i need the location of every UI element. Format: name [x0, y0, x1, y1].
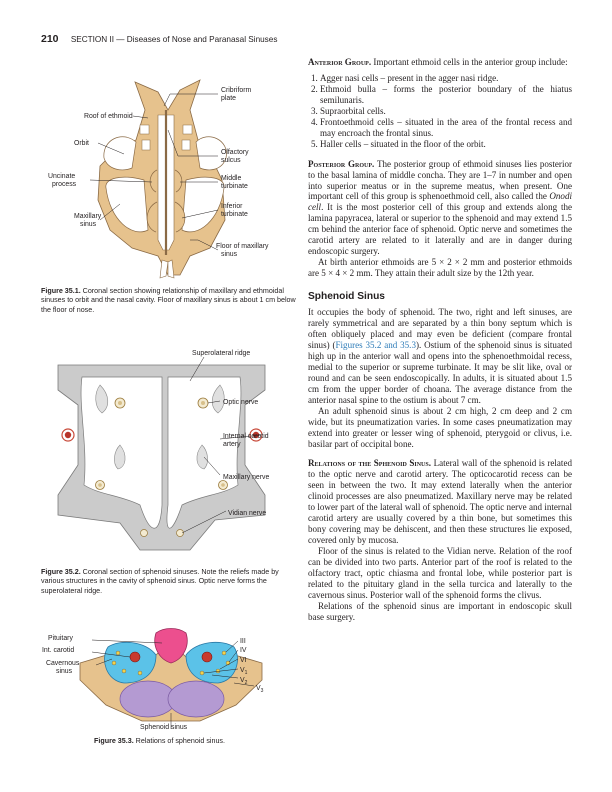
caption-text: Coronal section of sphenoid sinuses. Note the reliefs made by various structures in the cavity of sphenoid sinus. Optic nerve forms the superolateral ridge.: [41, 568, 279, 595]
caption-label: Figure 35.3.: [94, 737, 134, 745]
label-olfactory-sulcus-1: Olfactory: [221, 149, 249, 156]
label-middle-turbinate-1: Middle: [221, 175, 242, 182]
label-optic-nerve: Optic nerve: [223, 399, 259, 406]
caption-label: Figure 35.1.: [41, 287, 81, 295]
sphenoid-paragraph-1: It occupies the body of sphenoid. The two, right and left sinuses, are rarely symmetrical and are separated by a thin bony septum which is often obliquely placed and may even be deficient (compare frontal sinus) (Figures 35.2 and 35.3). Ostium of the sphenoid sinus is situated high up in the anterior wall and opens into the sphenoethmoidal recess, medial to the superior or supreme turbinate. It may be slit like, oval or round and can be seen endoscopically. In adults, it is situated about 1.5 cm from the upper border of choana. The average distance from the anterior nasal spine to the ostium is about 7 cm.: [308, 307, 573, 405]
label-maxillary-nerve: Maxillary nerve: [223, 474, 270, 481]
sphenoid-paragraph-2: An adult sphenoid sinus is about 2 cm high, 2 cm deep and 2 cm wide, but its pneumatization varies. In some cases pneumatization may extend into greater or lesser wing of sphenoid, pterygoid or clivus, i.e. basilar part of occipital bone.: [308, 405, 572, 449]
label-internal-carotid-1: Internal carotid: [223, 433, 269, 440]
label-nerve-v3: $V_3$: [256, 685, 264, 694]
label-superolateral-ridge: Superolateral ridge: [192, 350, 251, 357]
label-internal-carotid-2: artery: [223, 441, 241, 448]
caption-figure-35-3: [94, 737, 304, 746]
sphenoid-sinus-heading: Sphenoid Sinus: [308, 291, 385, 303]
label-cavernous-1: Cavernous: [46, 660, 80, 667]
caption-figure-35-2: [41, 568, 299, 596]
caption-figure-35-1: [41, 287, 299, 315]
label-cavernous-2: sinus: [56, 668, 73, 675]
anterior-cells-list: [308, 73, 572, 150]
label-floor-maxillary-2: sinus: [221, 251, 238, 258]
page-number: 210: [41, 33, 59, 45]
label-inferior-turbinate-1: Inferior: [221, 203, 243, 210]
caption-label: Figure 35.2.: [41, 568, 81, 576]
label-uncinate-process-2: process: [52, 181, 77, 188]
relations-paragraph-3: Relations of the sphenoid sinus are important in endoscopic skull base surgery.: [308, 600, 572, 622]
relations-heading: Relations of the Sphenoid Sinus.: [308, 458, 431, 469]
label-inferior-turbinate-2: turbinate: [221, 211, 248, 218]
label-pituitary: Pituitary: [48, 635, 73, 642]
label-cribriform-plate-2: plate: [221, 95, 236, 102]
right-column: [308, 57, 572, 623]
label-sphenoid-sinus: Sphenoid sinus: [140, 724, 188, 731]
label-cribriform-plate-1: Cribriform: [221, 87, 252, 94]
posterior-group-heading: Posterior Group.: [308, 158, 375, 169]
label-middle-turbinate-2: turbinate: [221, 183, 248, 190]
label-nerve-vi: VI: [240, 657, 247, 664]
list-item: 2. Ethmoid bulla – forms the posterior boundary of the hiatus semilunaris.: [320, 84, 572, 106]
running-header: [41, 33, 277, 45]
label-nerve-iii: III: [240, 638, 246, 645]
section-title: SECTION II — Diseases of Nose and Paranasal Sinuses: [70, 35, 278, 44]
figure-35-1: [40, 70, 300, 285]
label-roof-of-ethmoid: Roof of ethmoid: [84, 113, 133, 120]
list-item: 3. Supraorbital cells.: [320, 106, 572, 117]
label-orbit: Orbit: [74, 140, 89, 147]
label-uncinate-process-1: Uncinate: [48, 173, 76, 180]
figure-35-2: [40, 345, 302, 560]
list-item: 5. Haller cells – situated in the floor of the orbit.: [320, 139, 572, 150]
ethmoid-size-paragraph: At birth anterior ethmoids are 5 × 2 × 2 mm and posterior ethmoids are 5 × 4 × 2 mm. They attain their adult size by the 12th year.: [308, 257, 572, 279]
label-int-carotid: Int. carotid: [42, 647, 75, 654]
caption-text: Relations of sphenoid sinus.: [135, 737, 225, 745]
relations-paragraph-2: Floor of the sinus is related to the Vidian nerve. Relation of the roof can be divided into two parts. Anterior part of the roof is related to the olfactory tract, optic chiasma and frontal lobe, while posterior part is related to the pituitary gland in the sella turcica and laterally to the cavernous sinus. Posterior wall of the sphenoid forms the clivus.: [308, 546, 572, 600]
label-maxillary-sinus-1: Maxillary: [74, 213, 102, 220]
relations-paragraph-1: Relations of the Sphenoid Sinus. Lateral wall of the sphenoid is related to the optic nerve and carotid artery. The opticocarotid recess can be seen in between the two. It may extend laterally when the anterior clinoid processes are also pneumatized. Maxillary nerve may be related to lower part of the lateral wall of sphenoid. The optic nerve and internal carotid artery are usually covered by a thin bone, but sometimes this bony covering may be dehiscent, and then these structures lie exposed, covered only by mucosa.: [308, 458, 572, 546]
label-olfactory-sulcus-2: sulcus: [221, 157, 241, 164]
anterior-group-heading: Anterior Group.: [308, 57, 372, 67]
caption-text: Coronal section showing relationship of maxillary and ethmoidal sinuses to orbit and the nasal cavity. Floor of maxillary sinus is about 1 cm below the floor of nose.: [41, 287, 296, 314]
label-nerve-v2: $V_2$: [240, 677, 248, 686]
label-floor-maxillary-1: Floor of maxillary: [216, 243, 269, 250]
label-nerve-v1: $V_1$: [240, 667, 248, 676]
list-item: 1. Agger nasi cells – present in the agger nasi ridge.: [320, 73, 572, 84]
figure-35-3: [40, 625, 302, 735]
label-nerve-iv: IV: [240, 647, 247, 654]
label-maxillary-sinus-2: sinus: [80, 221, 97, 228]
list-item: 4. Frontoethmoid cells – situated in the area of the frontal recess and may encroach the frontal sinus.: [320, 117, 572, 139]
figure-reference-link[interactable]: Figures 35.2 and 35.3: [335, 339, 416, 350]
anterior-group-intro: Anterior Group. Important ethmoid cells in the anterior group include:: [308, 57, 568, 67]
label-vidian-nerve: Vidian nerve: [228, 510, 267, 517]
posterior-group-paragraph: Posterior Group. The posterior group of ethmoid sinuses lies posterior to the basal lamina of middle concha. They are 1–7 in number and open into superior meatus or in the supreme meatus, when present. One important cell of this group is sphenoethmoid cell, also called the Onodi cell. It is the most posterior cell of this group and extends along the lamina papyracea, lateral or superior to the sphenoid and may extend 1.5 cm behind the anterior face of sphenoid. Optic nerve and sometimes the carotid artery are related to it laterally and are in danger during endoscopic surgery.: [308, 158, 572, 257]
